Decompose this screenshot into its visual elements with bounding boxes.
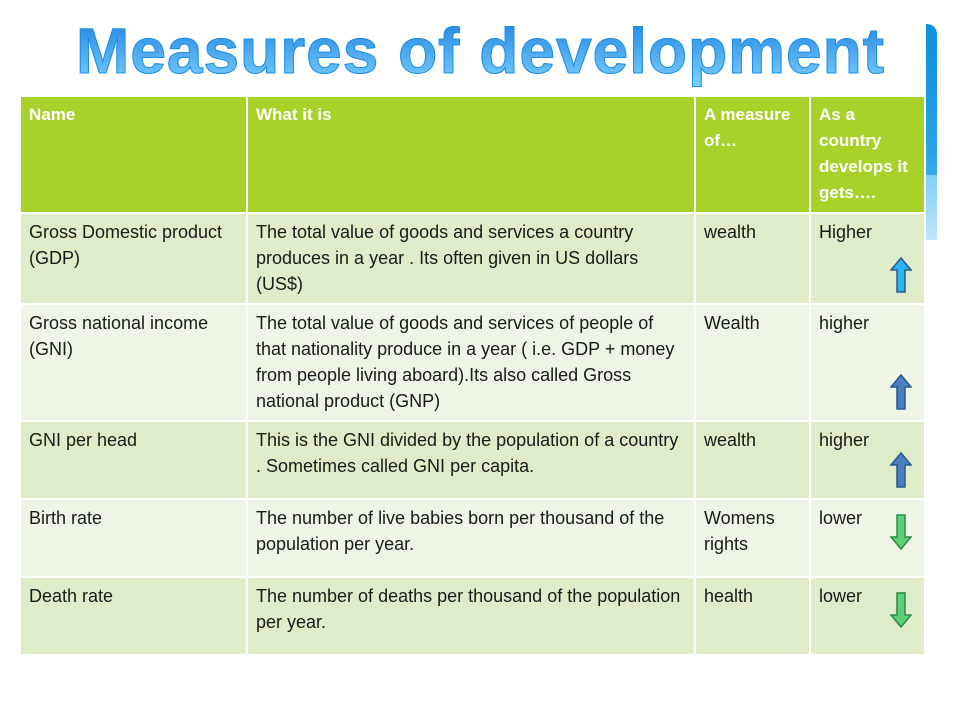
cell-what: The total value of goods and services of people of that nationality produce in a year ( i.e. GDP + money from people living aboard).Its also called Gross national product (GNP) [247,304,695,421]
cell-name: GNI per head [20,421,247,499]
cell-trend [810,213,925,304]
cell-trend [810,499,925,577]
cell-name: Death rate [20,577,247,655]
header-name: Name [20,96,247,213]
header-what: What it is [247,96,695,213]
header-row [20,96,925,213]
header-trend: As a country develops it gets…. [810,96,925,213]
cell-measure: wealth [695,421,810,499]
cell-measure: Womens rights [695,499,810,577]
cell-trend [810,577,925,655]
cell-what: The total value of goods and services a country produces in a year . Its often given in US dollars (US$) [247,213,695,304]
cell-measure: Wealth [695,304,810,421]
cell-what: This is the GNI divided by the population of a country . Sometimes called GNI per capita. [247,421,695,499]
measures-table [19,95,926,656]
arrow-up-icon [890,257,912,293]
arrow-up-icon [890,374,912,410]
table-row [20,499,925,577]
header-measure: A measure of… [695,96,810,213]
table-row [20,421,925,499]
cell-trend [810,304,925,421]
cell-trend [810,421,925,499]
trend-label: lower [819,508,863,528]
arrow-down-icon [890,592,912,628]
cell-name: Gross Domestic product (GDP) [20,213,247,304]
cell-what: The number of live babies born per thousand of the population per year. [247,499,695,577]
trend-label: lower [819,586,863,606]
cell-what: The number of deaths per thousand of the population per year. [247,577,695,655]
arrow-down-icon [890,514,912,550]
cell-measure: health [695,577,810,655]
arrow-up-icon [890,452,912,488]
trend-label: higher [819,313,870,333]
slide-title: Measures of development [24,14,937,88]
table-row [20,577,925,655]
cell-name: Birth rate [20,499,247,577]
trend-label: Higher [819,222,873,242]
table-row [20,213,925,304]
table-row [20,304,925,421]
cell-measure: wealth [695,213,810,304]
cell-name: Gross national income (GNI) [20,304,247,421]
trend-label: higher [819,430,870,450]
